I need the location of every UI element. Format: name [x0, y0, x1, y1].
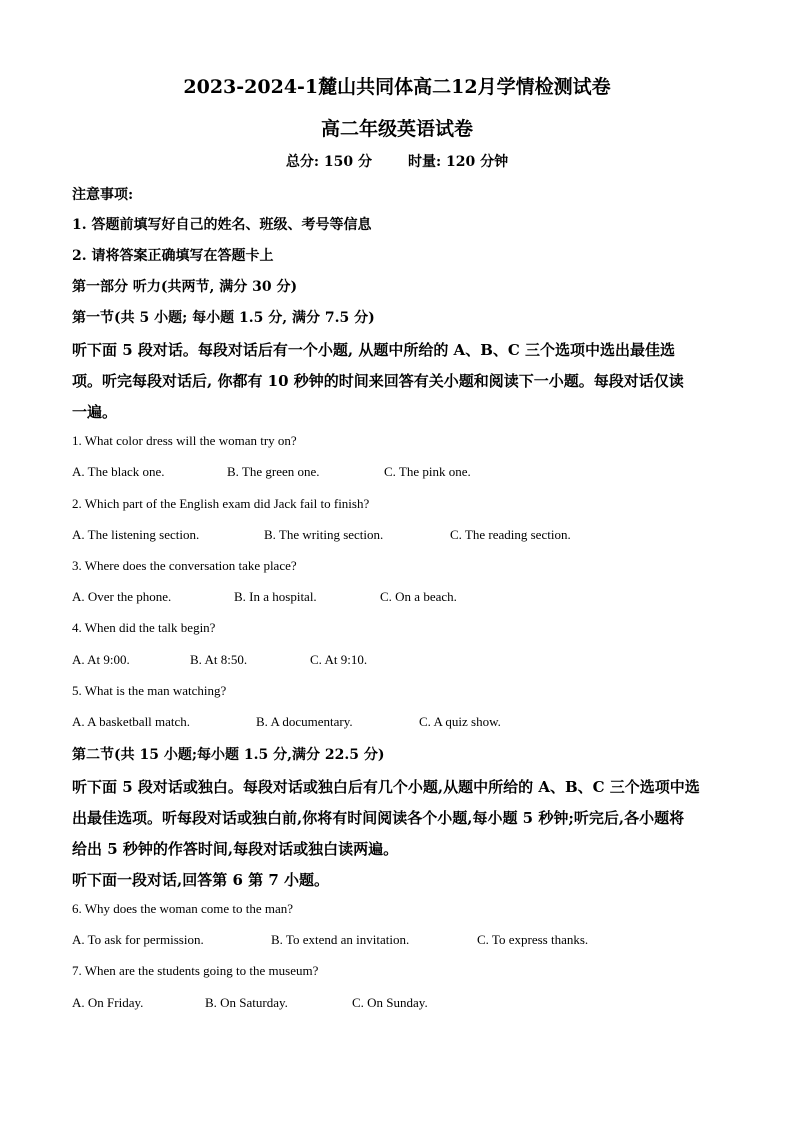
- option-b: B. At 8:50.: [190, 652, 248, 667]
- option-a: A. On Friday.: [72, 995, 144, 1010]
- question-1: 1. What color dress will the woman try on?: [72, 433, 297, 448]
- option-a: A. The listening section.: [72, 527, 200, 542]
- option-a: A. The black one.: [72, 464, 165, 479]
- option-b: B. To extend an invitation.: [271, 932, 410, 947]
- option-b: B. In a hospital.: [234, 589, 317, 604]
- section1-instructions: 听下面 5 段对话。每段对话后有一个小题, 从题中所给的 A、B、C 三个选项中选出最佳选: [72, 341, 676, 359]
- section2-instructions: 给出 5 秒钟的作答时间,每段对话或独白读两遍。: [72, 840, 399, 858]
- option-c: C. To express thanks.: [477, 932, 589, 947]
- option-a: A. Over the phone.: [72, 589, 172, 604]
- option-c: C. On a beach.: [380, 589, 457, 604]
- exam-subtitle: 高二年级英语试卷: [320, 118, 473, 140]
- section2-heading: 第二节(共 15 小题;每小题 1.5 分,满分 22.5 分): [72, 747, 385, 763]
- option-c: C. At 9:10.: [310, 652, 368, 667]
- option-b: B. The green one.: [227, 464, 320, 479]
- option-c: C. A quiz show.: [419, 714, 501, 729]
- part1-heading: 第一部分 听力(共两节, 满分 30 分): [72, 279, 298, 295]
- option-b: B. A documentary.: [256, 714, 353, 729]
- question-2: 2. Which part of the English exam did Jack fail to finish?: [72, 496, 370, 511]
- section2-instructions: 出最佳选项。听每段对话或独白前,你将有时间阅读各个小题,每小题 5 秒钟;听完后,各小题将: [72, 809, 685, 827]
- note-item: 2. 请将答案正确填写在答题卡上: [72, 248, 274, 264]
- option-b: B. On Saturday.: [205, 995, 288, 1010]
- exam-title: 2023-2024-1麓山共同体高二12月学情检测试卷: [183, 76, 611, 98]
- question-4: 4. When did the talk begin?: [72, 620, 216, 635]
- question-3: 3. Where does the conversation take place?: [72, 558, 297, 573]
- option-a: A. At 9:00.: [72, 652, 130, 667]
- option-c: C. The reading section.: [450, 527, 571, 542]
- question-7: 7. When are the students going to the museum?: [72, 963, 319, 978]
- time-limit: 时量: 120 分钟: [408, 154, 509, 170]
- section1-instructions: 一遍。: [72, 403, 118, 421]
- question-5: 5. What is the man watching?: [72, 683, 227, 698]
- option-a: A. A basketball match.: [72, 714, 191, 729]
- section2-instructions: 听下面 5 段对话或独白。每段对话或独白后有几个小题,从题中所给的 A、B、C 三个选项中选: [72, 778, 700, 796]
- section1-instructions: 项。听完每段对话后, 你都有 10 秒钟的时间来回答有关小题和阅读下一小题。每段对话仅读: [72, 372, 684, 390]
- total-score: 总分: 150 分: [285, 154, 372, 170]
- exam-info: [0, 151, 794, 171]
- option-c: C. On Sunday.: [352, 995, 428, 1010]
- group-note: 听下面一段对话,回答第 6 第 7 小题。: [72, 871, 329, 889]
- option-a: A. To ask for permission.: [72, 932, 204, 947]
- option-b: B. The writing section.: [264, 527, 384, 542]
- section1-heading: 第一节(共 5 小题; 每小题 1.5 分, 满分 7.5 分): [72, 310, 375, 326]
- notes-heading: 注意事项:: [72, 187, 134, 203]
- question-6: 6. Why does the woman come to the man?: [72, 901, 294, 916]
- option-c: C. The pink one.: [384, 464, 471, 479]
- note-item: 1. 答题前填写好自己的姓名、班级、考号等信息: [72, 217, 372, 233]
